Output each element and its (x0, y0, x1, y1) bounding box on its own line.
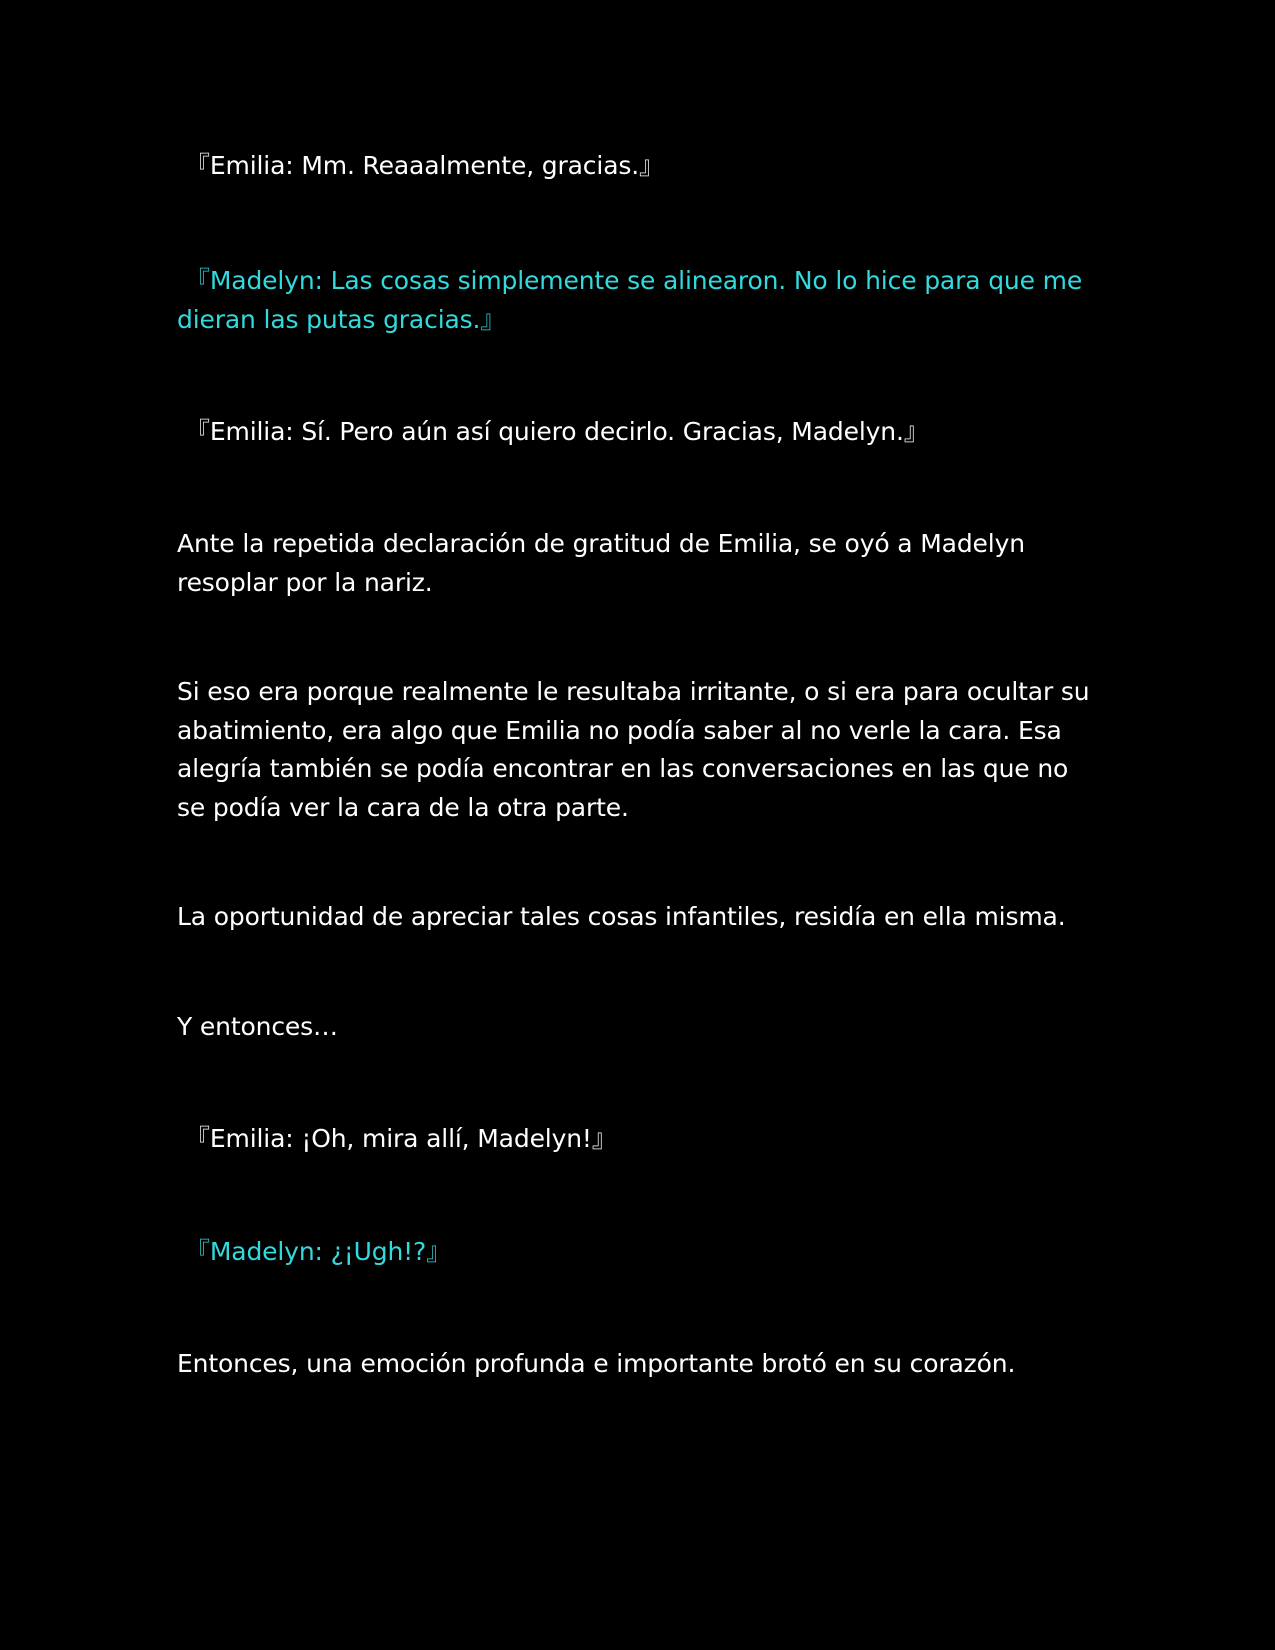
dialogue-madelyn: 『Madelyn: ¿¡Ugh!?』 (185, 1237, 451, 1266)
dialogue-emilia: 『Emilia: Sí. Pero aún así quiero decirlo. Gracias, Madelyn.』 (185, 417, 929, 446)
dialogue-emilia: 『Emilia: ¡Oh, mira allí, Madelyn!』 (185, 1124, 617, 1153)
narration-paragraph: Ante la repetida declaración de gratitud de Emilia, se oyó a Madelyn resoplar por la nariz. (177, 529, 1025, 597)
dialogue-madelyn: 『Madelyn: Las cosas simplemente se alinearon. No lo hice para que me dieran las putas gracias.』 (177, 266, 1083, 334)
dialogue-emilia: 『Emilia: Mm. Reaaalmente, gracias.』 (185, 151, 664, 180)
narration-paragraph: Si eso era porque realmente le resultaba irritante, o si era para ocultar su abatimiento, era algo que Emilia no podía saber al no verle la cara. Esa alegría también se podía encontrar en las conversaciones en las que no se podía ver la cara de la otra parte. (177, 677, 1090, 822)
narration-paragraph: Y entonces… (177, 1012, 338, 1041)
narration-paragraph: La oportunidad de apreciar tales cosas infantiles, residía en ella misma. (177, 902, 1066, 931)
narration-paragraph: Entonces, una emoción profunda e importante brotó en su corazón. (177, 1349, 1016, 1378)
